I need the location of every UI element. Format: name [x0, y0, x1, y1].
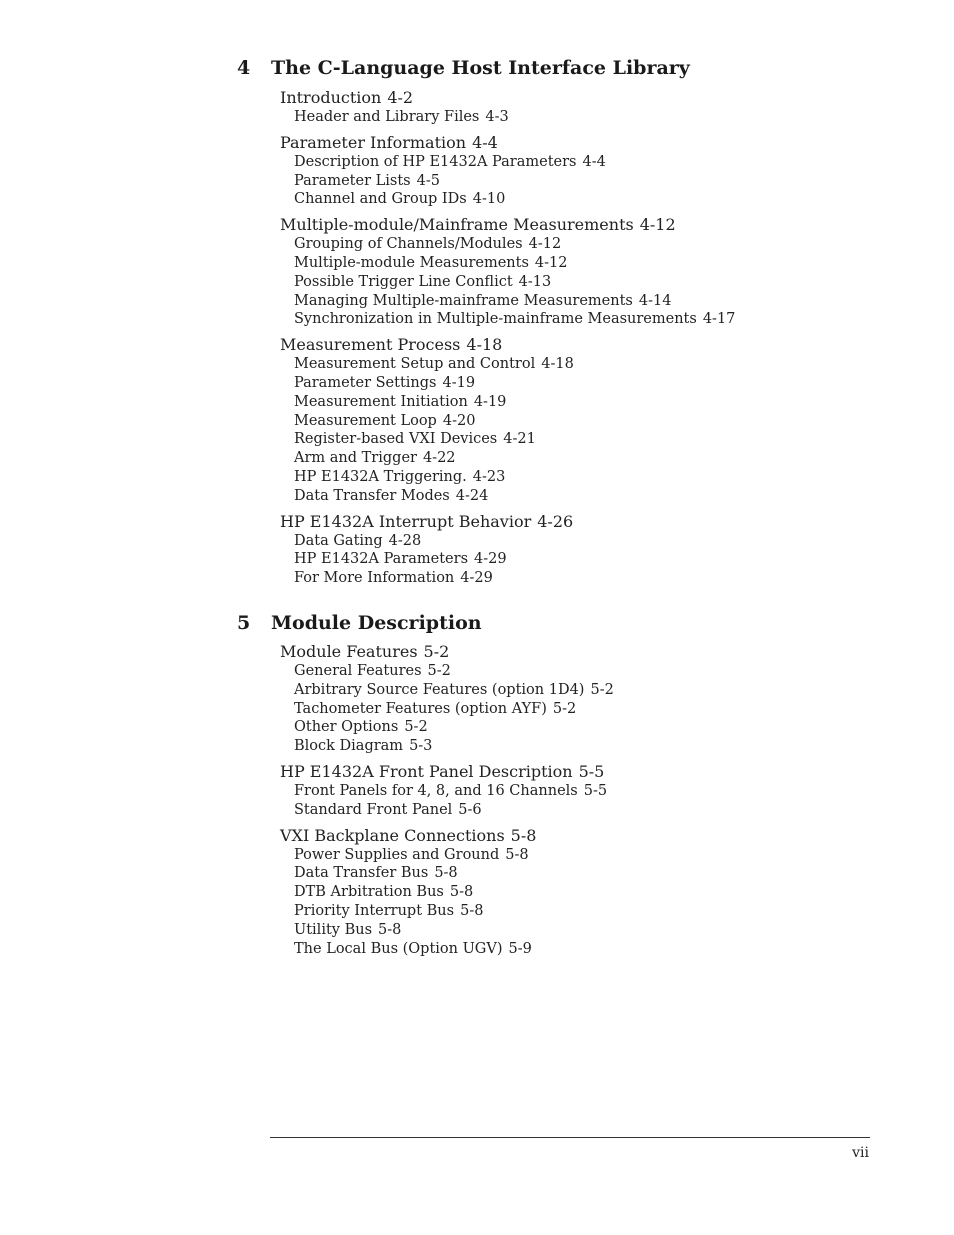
toc-sub-entry[interactable] [294, 449, 917, 468]
sub-page: 4-23 [472, 468, 506, 485]
sub-page: 4-14 [638, 292, 672, 309]
toc-sub-entry[interactable] [294, 782, 917, 801]
toc-sub-entry[interactable] [294, 292, 917, 311]
sub-page: 5-8 [449, 884, 474, 901]
section-title: HP E1432A Front Panel Description [280, 761, 573, 781]
sub-title: Block Diagram [294, 738, 404, 755]
toc-section-entry[interactable] [280, 762, 917, 782]
sub-title: Header and Library Files [294, 109, 480, 125]
sub-title: Measurement Initiation [294, 393, 468, 410]
sub-page: 4-4 [582, 153, 606, 170]
section-page: 4-12 [639, 215, 676, 235]
toc-section-entry[interactable] [280, 215, 917, 235]
toc-sub-entry[interactable] [294, 700, 917, 719]
toc-sub-entry[interactable] [294, 864, 917, 883]
toc-sub-entry[interactable] [294, 681, 917, 700]
sub-page: 5-2 [427, 663, 451, 679]
section-title: Multiple-module/Mainframe Measurements [280, 215, 634, 235]
toc-sub-entry[interactable] [294, 153, 917, 172]
sub-title: Other Options [294, 719, 399, 736]
page-number: vii [852, 1145, 869, 1161]
section-page: 4-2 [387, 88, 414, 107]
chapter-number: 4 [237, 57, 251, 79]
sub-page: 5-8 [460, 902, 484, 919]
toc-section [280, 762, 917, 820]
section-title: HP E1432A Interrupt Behavior [280, 511, 532, 531]
toc-sub-entry[interactable] [294, 487, 917, 506]
toc-sub-list [294, 662, 917, 756]
sub-title: Tachometer Features (option AYF) [294, 700, 547, 717]
toc-section [280, 133, 917, 209]
sub-page: 4-13 [518, 273, 552, 290]
sub-title: Data Transfer Modes [294, 487, 450, 504]
sub-title: Register-based VXI Devices [294, 431, 498, 448]
sub-page: 5-2 [552, 700, 577, 717]
chapter-number: 5 [237, 612, 251, 634]
sub-title: DTB Arbitration Bus [294, 884, 444, 901]
toc-section [280, 335, 917, 505]
sub-title: General Features [294, 663, 422, 679]
toc-sub-entry[interactable] [294, 883, 917, 902]
toc-sub-entry[interactable] [294, 374, 917, 393]
sub-title: Measurement Setup and Control [294, 356, 536, 373]
sub-page: 5-8 [434, 865, 458, 882]
section-page: 4-26 [537, 511, 574, 531]
toc-section-entry[interactable] [280, 335, 917, 355]
section-page: 5-5 [578, 761, 605, 781]
toc-section-entry[interactable] [280, 826, 917, 846]
chapter-title: Module Description [271, 612, 482, 634]
toc-sub-entry[interactable] [294, 235, 917, 254]
sub-page: 4-19 [442, 374, 476, 391]
toc-section [280, 215, 917, 329]
section-title: VXI Backplane Connections [280, 825, 505, 845]
sub-page: 4-29 [460, 570, 493, 587]
sub-page: 5-2 [404, 719, 428, 736]
toc-section [280, 512, 917, 588]
chapter-heading [237, 611, 917, 635]
toc-sub-list [294, 782, 917, 820]
toc-sub-entry[interactable] [294, 108, 917, 127]
toc-sub-list [294, 235, 917, 329]
toc-sub-entry[interactable] [294, 254, 917, 273]
sub-title: Grouping of Channels/Modules [294, 236, 523, 253]
sub-title: HP E1432A Triggering. [294, 468, 467, 485]
sub-title: Arm and Trigger [294, 450, 417, 467]
sub-title: Synchronization in Multiple-mainframe Measurements [294, 311, 697, 328]
toc-section-entry[interactable] [280, 133, 917, 153]
sub-title: Measurement Loop [294, 412, 437, 429]
toc-section [280, 642, 917, 756]
sub-title: Parameter Lists [294, 172, 411, 189]
toc-section [280, 88, 917, 127]
toc-sub-list [294, 108, 917, 127]
sub-title: Multiple-module Measurements [294, 254, 529, 271]
sub-page: 5-2 [590, 681, 614, 698]
toc-sub-entry[interactable] [294, 393, 917, 412]
sub-page: 5-8 [378, 921, 402, 938]
sub-page: 4-18 [541, 356, 574, 373]
toc-sub-entry[interactable] [294, 550, 917, 569]
toc-sub-entry[interactable] [294, 532, 917, 551]
footer-rule [270, 1137, 870, 1138]
sub-title: Arbitrary Source Features (option 1D4) [294, 681, 585, 698]
toc-sub-entry[interactable] [294, 921, 917, 940]
chapter-title: The C-Language Host Interface Library [271, 57, 690, 79]
toc-sub-entry[interactable] [294, 355, 917, 374]
sub-title: Managing Multiple-mainframe Measurements [294, 292, 633, 309]
sub-title: Priority Interrupt Bus [294, 902, 455, 919]
toc-sub-list [294, 532, 917, 588]
toc-sub-entry[interactable] [294, 412, 917, 431]
toc-section-entry[interactable] [280, 88, 917, 108]
sub-title: Data Transfer Bus [294, 865, 429, 882]
sub-title: Possible Trigger Line Conflict [294, 273, 513, 290]
section-title: Module Features [280, 642, 418, 661]
toc-sub-entry[interactable] [294, 902, 917, 921]
sub-page: 4-21 [503, 431, 536, 448]
sub-page: 4-19 [473, 393, 507, 410]
toc-sub-entry[interactable] [294, 737, 917, 756]
section-page: 4-4 [472, 132, 498, 152]
toc-sub-entry[interactable] [294, 172, 917, 191]
toc-sub-list [294, 846, 917, 959]
sub-page: 5-8 [505, 846, 529, 863]
sub-page: 4-17 [702, 311, 736, 328]
toc-sub-entry[interactable] [294, 430, 917, 449]
toc-sub-entry[interactable] [294, 801, 917, 820]
chapter-4 [237, 56, 917, 588]
sub-page: 4-29 [474, 551, 507, 568]
sub-page: 4-24 [455, 487, 489, 504]
sub-page: 4-3 [485, 109, 509, 125]
toc-sub-entry[interactable] [294, 569, 917, 588]
toc-sub-entry[interactable] [294, 468, 917, 487]
sub-page: 4-28 [388, 532, 422, 549]
section-page: 5-2 [423, 642, 450, 661]
toc-sub-list [294, 153, 917, 209]
sub-title: The Local Bus (Option UGV) [294, 940, 503, 957]
toc-section [280, 826, 917, 959]
sub-page: 4-20 [442, 412, 476, 429]
sub-title: Power Supplies and Ground [294, 846, 500, 863]
section-page: 4-18 [466, 335, 503, 355]
sub-title: Front Panels for 4, 8, and 16 Channels [294, 782, 578, 799]
section-page: 5-8 [510, 825, 537, 845]
sub-page: 4-12 [534, 254, 568, 271]
toc-section-entry[interactable] [280, 512, 917, 532]
chapter-5 [237, 611, 917, 958]
sub-page: 4-22 [422, 450, 456, 467]
sub-page: 5-9 [508, 940, 532, 957]
sub-page: 5-5 [583, 782, 608, 799]
section-title: Measurement Process [280, 335, 461, 355]
sub-title: Utility Bus [294, 921, 373, 938]
toc-sub-entry[interactable] [294, 190, 917, 209]
chapter-heading [237, 56, 917, 80]
section-title: Parameter Information [280, 132, 467, 152]
sub-title: HP E1432A Parameters [294, 551, 469, 568]
sub-title: Parameter Settings [294, 374, 437, 391]
sub-page: 5-3 [409, 738, 433, 755]
toc-sub-entry[interactable] [294, 940, 917, 959]
toc-sub-entry[interactable] [294, 846, 917, 865]
sub-page: 4-12 [528, 236, 562, 253]
sub-title: Channel and Group IDs [294, 191, 467, 208]
sub-title: Standard Front Panel [294, 801, 453, 818]
toc-sub-entry[interactable] [294, 718, 917, 737]
toc-sub-entry[interactable] [294, 310, 917, 329]
toc-sub-entry[interactable] [294, 662, 917, 681]
sub-page: 4-5 [416, 172, 440, 189]
toc-section-entry[interactable] [280, 642, 917, 662]
sub-title: Description of HP E1432A Parameters [294, 153, 577, 170]
sub-title: For More Information [294, 570, 455, 587]
section-title: Introduction [280, 88, 382, 107]
toc-sub-entry[interactable] [294, 273, 917, 292]
sub-title: Data Gating [294, 532, 383, 549]
toc-sub-list [294, 355, 917, 505]
sub-page: 5-6 [458, 801, 482, 818]
sub-page: 4-10 [472, 191, 506, 208]
